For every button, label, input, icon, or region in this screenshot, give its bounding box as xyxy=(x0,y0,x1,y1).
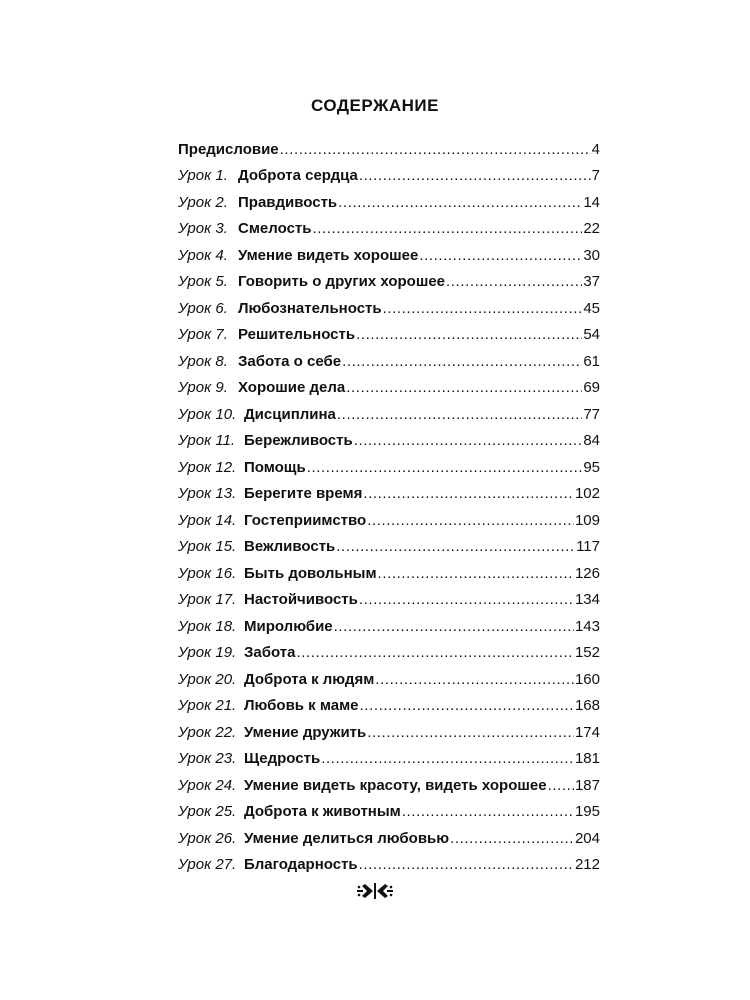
toc-entry-title: Умение видеть красоту, видеть хорошее xyxy=(244,776,547,794)
leader-dots xyxy=(383,300,583,318)
leader-dots xyxy=(359,167,591,185)
toc-entry-title: Любовь к маме xyxy=(244,697,359,714)
toc-entry-title: Гостеприимство xyxy=(244,511,367,529)
toc-entry-title: Бережливость xyxy=(244,432,353,449)
toc-entry-lesson: Урок 13. xyxy=(178,485,237,502)
leader-dots xyxy=(342,353,582,371)
toc-entry-page: 102 xyxy=(574,485,600,502)
toc-entry-lesson: Урок 12. xyxy=(178,458,237,476)
toc-entry-title: Забота о себе xyxy=(238,352,342,370)
leader-dots xyxy=(307,459,583,477)
toc-entry-lesson: Урок 16. xyxy=(178,564,237,582)
toc-entry-lesson: Урок 9. xyxy=(178,379,228,396)
toc-entry-lesson: Урок 25. xyxy=(178,803,237,820)
toc-entry-lesson: Урок 27. xyxy=(178,856,237,873)
decorative-ornament-icon xyxy=(355,880,395,902)
toc-entry-page: 14 xyxy=(583,193,600,211)
leader-dots xyxy=(446,273,582,291)
toc-entry[interactable] xyxy=(178,530,600,557)
toc-entry-lesson: Урок 22. xyxy=(178,723,237,741)
leader-dots xyxy=(548,777,574,795)
toc-entry-page: 95 xyxy=(583,458,600,476)
leader-dots xyxy=(334,618,574,636)
toc-entry[interactable] xyxy=(178,291,600,318)
toc-entry-page: 109 xyxy=(574,511,600,529)
toc-entry-title: Умение видеть хорошее xyxy=(238,246,419,264)
toc-entry-page: 30 xyxy=(583,246,600,264)
toc-entry[interactable] xyxy=(178,450,600,477)
toc-entry-page: 134 xyxy=(574,591,600,608)
toc-entry[interactable] xyxy=(178,344,600,371)
toc-entry[interactable] xyxy=(178,636,600,663)
toc-entry-page: 195 xyxy=(574,803,600,820)
toc-entry-title: Умение дружить xyxy=(244,723,367,741)
toc-entry-lesson: Урок 8. xyxy=(178,352,228,370)
leader-dots xyxy=(378,565,574,583)
toc-entry-page: 45 xyxy=(583,299,600,317)
toc-entry[interactable] xyxy=(178,609,600,636)
toc-entry-lesson: Урок 2. xyxy=(178,193,228,211)
leader-dots xyxy=(359,591,574,609)
toc-entry-lesson: Урок 1. xyxy=(178,167,228,184)
toc-entry-title: Доброта к животным xyxy=(244,803,401,820)
leader-dots xyxy=(367,512,574,530)
toc-entry[interactable] xyxy=(178,583,600,610)
toc-entry-page: 181 xyxy=(574,750,600,767)
leader-dots xyxy=(336,538,575,556)
table-of-contents xyxy=(178,132,600,874)
toc-entry-lesson: Урок 20. xyxy=(178,670,237,688)
toc-entry-page: 204 xyxy=(574,829,600,847)
toc-entry-title: Любознательность xyxy=(238,299,382,317)
toc-entry-title: Доброта к людям xyxy=(244,670,375,688)
toc-entry-lesson: Урок 19. xyxy=(178,644,237,661)
toc-entry-page: 126 xyxy=(574,564,600,582)
toc-entry[interactable] xyxy=(178,318,600,345)
leader-dots xyxy=(402,803,574,821)
leader-dots xyxy=(375,671,574,689)
leader-dots xyxy=(367,724,574,742)
toc-entry-lesson: Урок 15. xyxy=(178,538,237,555)
toc-entry-title: Благодарность xyxy=(244,856,358,873)
toc-entry-page: 160 xyxy=(574,670,600,688)
toc-entry-title: Быть довольным xyxy=(244,564,377,582)
toc-entry-page: 152 xyxy=(574,644,600,661)
page-title: СОДЕРЖАНИЕ xyxy=(311,96,439,115)
toc-entry[interactable] xyxy=(178,477,600,504)
toc-entry[interactable] xyxy=(178,848,600,875)
leader-dots xyxy=(356,326,582,344)
toc-entry[interactable] xyxy=(178,371,600,398)
toc-entry-lesson: Урок 14. xyxy=(178,511,237,529)
toc-entry-lesson: Урок 5. xyxy=(178,273,228,290)
toc-entry[interactable] xyxy=(178,397,600,424)
toc-entry[interactable] xyxy=(178,556,600,583)
toc-entry-page: 69 xyxy=(583,379,600,396)
toc-entry-page: 37 xyxy=(583,273,600,290)
toc-entry-lesson: Урок 24. xyxy=(178,776,237,794)
toc-entry-title: Говорить о других хорошее xyxy=(238,273,446,290)
toc-entry-title: Забота xyxy=(244,644,296,661)
toc-entry-lesson: Урок 18. xyxy=(178,617,237,635)
toc-entry-title: Решительность xyxy=(238,326,356,343)
toc-entry[interactable] xyxy=(178,159,600,186)
toc-entry-page: 143 xyxy=(574,617,600,635)
leader-dots xyxy=(346,379,582,397)
toc-entry-title: Умение делиться любовью xyxy=(244,829,450,847)
toc-entry-title: Доброта сердца xyxy=(238,167,358,184)
toc-entry-page: 84 xyxy=(583,432,600,449)
toc-entry-title: Хорошие дела xyxy=(238,379,346,396)
toc-entry-title: Щедрость xyxy=(244,750,321,767)
toc-entry[interactable] xyxy=(178,503,600,530)
toc-entry-title: Берегите время xyxy=(244,485,363,502)
toc-entry-lesson: Урок 21. xyxy=(178,697,237,714)
toc-entry-lesson: Урок 4. xyxy=(178,246,228,264)
leader-dots xyxy=(450,830,574,848)
toc-entry-page: 212 xyxy=(574,856,600,873)
toc-entry[interactable] xyxy=(178,662,600,689)
toc-entry-page: 54 xyxy=(583,326,600,343)
leader-dots xyxy=(363,485,574,503)
leader-dots xyxy=(338,194,582,212)
toc-entry-title: Дисциплина xyxy=(244,405,336,423)
toc-entry[interactable] xyxy=(178,689,600,716)
toc-entry-title: Правдивость xyxy=(238,193,338,211)
toc-entry-page: 22 xyxy=(583,220,600,237)
toc-entry[interactable] xyxy=(178,132,600,159)
toc-entry[interactable] xyxy=(178,768,600,795)
toc-entry-lesson: Урок 23. xyxy=(178,750,237,767)
toc-entry-lesson: Урок 26. xyxy=(178,829,237,847)
toc-entry-title: Настойчивость xyxy=(244,591,358,608)
toc-entry-page: 168 xyxy=(574,697,600,714)
toc-entry-page: 77 xyxy=(583,405,600,423)
leader-dots xyxy=(280,141,591,159)
leader-dots xyxy=(354,432,583,450)
toc-entry[interactable] xyxy=(178,715,600,742)
toc-entry-lesson: Урок 11. xyxy=(178,432,236,449)
toc-entry[interactable] xyxy=(178,265,600,292)
leader-dots xyxy=(321,750,574,768)
toc-entry-page: 117 xyxy=(576,538,600,555)
toc-entry-lesson: Урок 7. xyxy=(178,326,228,343)
toc-entry-title: Вежливость xyxy=(244,538,336,555)
leader-dots xyxy=(360,697,574,715)
leader-dots xyxy=(359,856,574,874)
toc-entry-title: Миролюбие xyxy=(244,617,333,635)
toc-entry-page: 7 xyxy=(591,167,600,184)
toc-entry-title: Смелость xyxy=(238,220,312,237)
toc-entry-lesson: Урок 10. xyxy=(178,405,237,423)
toc-entry-page: 61 xyxy=(583,352,600,370)
toc-entry[interactable] xyxy=(178,742,600,769)
toc-entry[interactable] xyxy=(178,424,600,451)
toc-entry[interactable] xyxy=(178,795,600,822)
toc-entry-title: Предисловие xyxy=(178,140,279,158)
toc-entry-lesson: Урок 6. xyxy=(178,299,228,317)
leader-dots xyxy=(296,644,573,662)
toc-entry-lesson: Урок 3. xyxy=(178,220,228,237)
toc-entry-page: 187 xyxy=(574,776,600,794)
leader-dots xyxy=(312,220,582,238)
toc-entry-title: Помощь xyxy=(244,458,306,476)
toc-entry-lesson: Урок 17. xyxy=(178,591,237,608)
leader-dots xyxy=(337,406,582,424)
toc-entry[interactable] xyxy=(178,821,600,848)
toc-entry[interactable] xyxy=(178,185,600,212)
leader-dots xyxy=(419,247,582,265)
toc-entry[interactable] xyxy=(178,238,600,265)
toc-entry[interactable] xyxy=(178,212,600,239)
toc-entry-page: 4 xyxy=(591,140,600,158)
toc-entry-page: 174 xyxy=(574,723,600,741)
